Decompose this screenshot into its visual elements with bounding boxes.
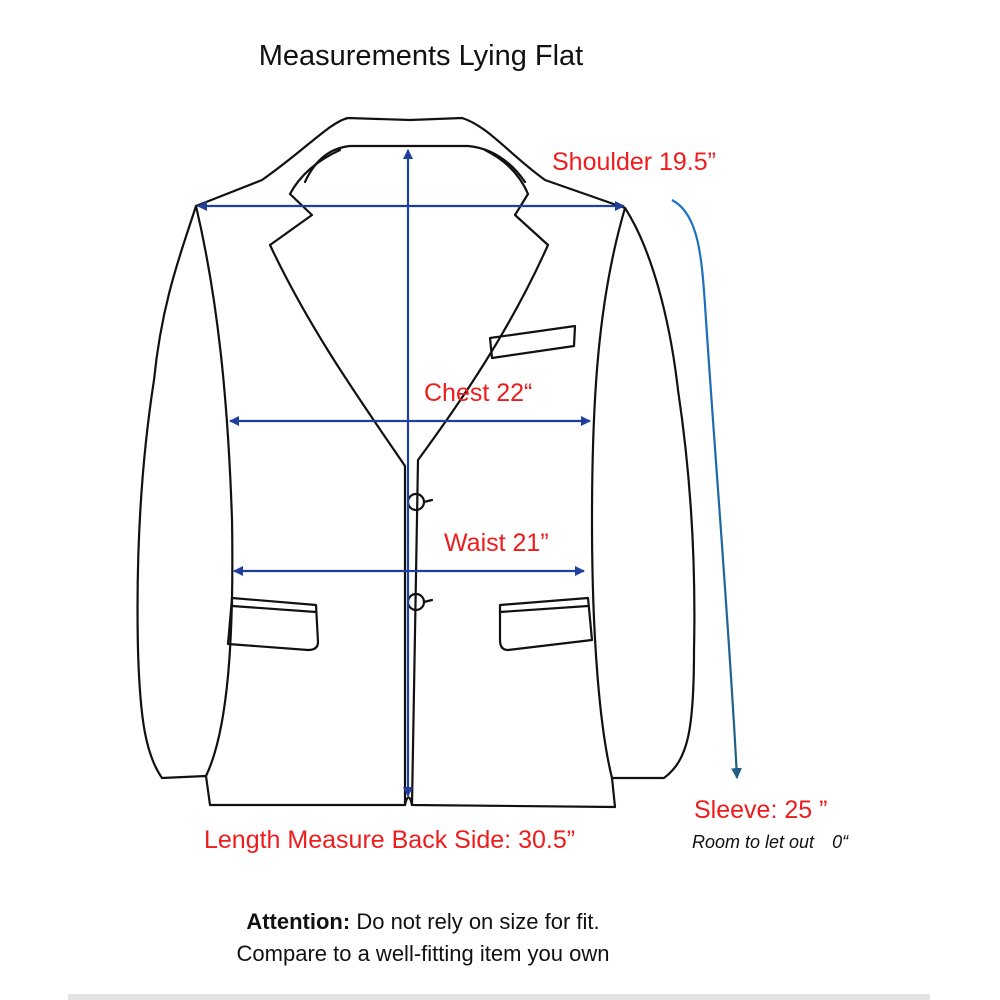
footer-bar — [68, 994, 930, 1000]
chest-label: Chest 22“ — [424, 379, 533, 407]
page-title: Measurements Lying Flat — [258, 40, 584, 72]
waist-label: Waist 21” — [444, 529, 549, 557]
room-to-let-out-label: Room to let out — [692, 832, 815, 852]
room-to-let-out-note — [692, 833, 848, 851]
attention-line-1 — [0, 906, 846, 938]
length-label: Length Measure Back Side: 30.5” — [204, 826, 576, 854]
sleeve-arrow — [672, 200, 737, 778]
left-lapel — [270, 194, 405, 805]
attention-line-2: Compare to a well-fitting item you own — [236, 941, 610, 966]
left-sleeve-seam — [196, 206, 232, 776]
shoulder-label: Shoulder 19.5” — [552, 148, 717, 176]
attention-heading: Attention: — [246, 909, 351, 934]
button-top — [408, 494, 424, 510]
attention-text-1: Do not rely on size for fit. — [356, 909, 600, 934]
room-to-let-out-value: 0“ — [832, 832, 849, 852]
right-sleeve-seam — [592, 208, 625, 778]
attention-note — [0, 906, 846, 970]
sleeve-label: Sleeve: 25 ” — [694, 796, 828, 824]
jacket-body-outline — [138, 118, 695, 807]
